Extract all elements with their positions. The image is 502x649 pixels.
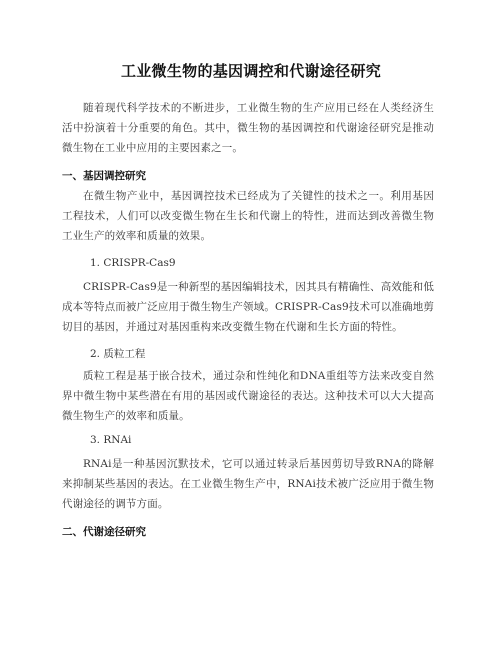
document-title: 工业微生物的基因调控和代谢途径研究: [120, 62, 382, 80]
subsection-paragraph-crispr: CRISPR-Cas9是一种新型的基因编辑技术，因其具有精确性、高效能和低成本等特点而被广泛应用于微生物生产领域。CRISPR-Cas9技术可以准确地剪切目的基因，并通过对基因重构来改变微生物在代谢和生长方面的特性。: [62, 281, 435, 333]
section-heading-gene-regulation: 一、基因调控研究: [62, 170, 146, 182]
intro-paragraph: 随着现代科学技术的不断进步，工业微生物的生产应用已经在人类经济生活中扮演着十分重要的角色。其中，微生物的基因调控和代谢途径研究是推动微生物在工业中应用的主要因素之一。: [62, 102, 434, 154]
subsection-heading-crispr: 1. CRISPR-Cas9: [90, 257, 176, 269]
section-intro-paragraph: 在微生物产业中，基因调控技术已经成为了关键性的技术之一。利用基因工程技术，人们可以改变微生物在生长和代谢上的特性，进而达到改善微生物工业生产的效率和质量的效果。: [62, 190, 434, 242]
section-heading-metabolic-pathway: 二、代谢途径研究: [62, 526, 146, 538]
subsection-paragraph-rnai: RNAi是一种基因沉默技术，它可以通过转录后基因剪切导致RNA的降解来抑制某些基因的表达。在工业微生物生产中，RNAi技术被广泛应用于微生物代谢途径的调节方面。: [62, 458, 434, 510]
subsection-paragraph-plasmid: 质粒工程是基于嵌合技术，通过杂和性纯化和DNA重组等方法来改变自然界中微生物中某些潜在有用的基因或代谢途径的表达。这种技术可以大大提高微生物生产的效率和质量。: [62, 370, 434, 422]
subsection-heading-rnai: 3. RNAi: [90, 434, 132, 446]
subsection-heading-plasmid: 2. 质粒工程: [90, 348, 146, 360]
